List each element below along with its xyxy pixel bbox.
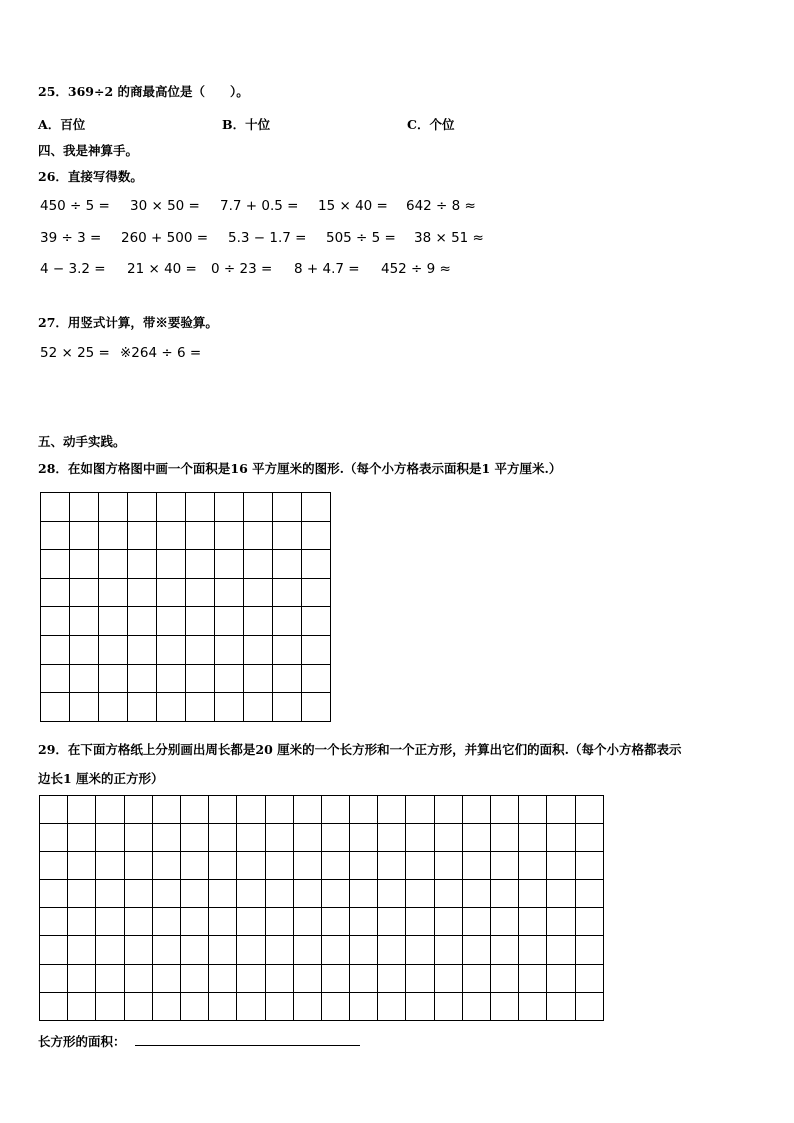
q27-problem: 52 × 25 = (40, 345, 110, 361)
grid-cell[interactable] (434, 796, 462, 824)
grid-cell[interactable] (350, 936, 378, 964)
grid-cell[interactable] (519, 908, 547, 936)
grid-cell[interactable] (273, 550, 302, 579)
q26-item: 505 ÷ 5 = (326, 230, 396, 246)
grid-cell[interactable] (215, 521, 244, 550)
grid-cell[interactable] (519, 936, 547, 964)
grid-cell[interactable] (547, 964, 575, 992)
grid-cell[interactable] (40, 964, 68, 992)
section-5-title: 五、动手实践。 (38, 434, 126, 449)
grid-cell[interactable] (406, 936, 434, 964)
grid-cell[interactable] (157, 550, 186, 579)
grid-cell[interactable] (40, 880, 68, 908)
grid-cell[interactable] (575, 964, 603, 992)
q26-item: 642 ÷ 8 ≈ (406, 198, 476, 214)
grid-cell[interactable] (462, 936, 490, 964)
grid-cell[interactable] (180, 992, 208, 1020)
q26-item: 0 ÷ 23 = (211, 261, 273, 277)
q29-title-line2: 边长1 厘米的正方形） (38, 771, 164, 786)
grid-cell[interactable] (209, 796, 237, 824)
grid-cell[interactable] (180, 964, 208, 992)
grid-cell[interactable] (237, 992, 265, 1020)
grid-cell[interactable] (406, 880, 434, 908)
grid-cell[interactable] (186, 635, 215, 664)
q26-item: 15 × 40 = (318, 198, 388, 214)
grid-cell[interactable] (152, 964, 180, 992)
grid-cell[interactable] (215, 693, 244, 722)
grid-cell[interactable] (124, 852, 152, 880)
grid-cell[interactable] (209, 880, 237, 908)
grid-cell[interactable] (519, 824, 547, 852)
grid-cell[interactable] (547, 852, 575, 880)
grid-cell[interactable] (186, 521, 215, 550)
grid-cell[interactable] (302, 664, 331, 693)
grid-cell[interactable] (96, 880, 124, 908)
grid-cell[interactable] (519, 992, 547, 1020)
grid-row (41, 664, 331, 693)
grid-cell[interactable] (124, 796, 152, 824)
grid-cell[interactable] (157, 664, 186, 693)
grid-cell[interactable] (575, 936, 603, 964)
grid-cell[interactable] (215, 635, 244, 664)
grid-cell[interactable] (293, 880, 321, 908)
grid-cell[interactable] (406, 992, 434, 1020)
grid-cell[interactable] (302, 578, 331, 607)
grid-cell[interactable] (209, 852, 237, 880)
q25-title: 25．369÷2 的商最高位是（ ）。 (38, 84, 249, 99)
grid-cell[interactable] (547, 880, 575, 908)
grid-cell[interactable] (152, 936, 180, 964)
grid-cell[interactable] (70, 607, 99, 636)
grid-cell[interactable] (406, 964, 434, 992)
q26-item: 450 ÷ 5 = (40, 198, 110, 214)
grid-cell[interactable] (462, 824, 490, 852)
grid-cell[interactable] (124, 936, 152, 964)
grid-cell[interactable] (244, 607, 273, 636)
grid-cell[interactable] (547, 908, 575, 936)
grid-cell[interactable] (152, 796, 180, 824)
grid-cell[interactable] (265, 992, 293, 1020)
grid-cell[interactable] (99, 550, 128, 579)
grid-cell[interactable] (547, 824, 575, 852)
grid-cell[interactable] (293, 824, 321, 852)
grid-cell[interactable] (273, 521, 302, 550)
grid-cell[interactable] (68, 936, 96, 964)
q28-square-grid[interactable] (40, 492, 331, 722)
grid-row (40, 852, 604, 880)
grid-row (41, 550, 331, 579)
grid-cell[interactable] (70, 550, 99, 579)
grid-cell[interactable] (302, 493, 331, 522)
grid-cell[interactable] (434, 936, 462, 964)
q25-option-a: A．百位 (38, 117, 86, 132)
grid-cell[interactable] (265, 796, 293, 824)
grid-cell[interactable] (41, 693, 70, 722)
grid-cell[interactable] (265, 824, 293, 852)
grid-cell[interactable] (41, 578, 70, 607)
grid-row (40, 880, 604, 908)
grid-cell[interactable] (157, 521, 186, 550)
grid-cell[interactable] (180, 796, 208, 824)
grid-cell[interactable] (378, 908, 406, 936)
grid-cell[interactable] (244, 635, 273, 664)
grid-cell[interactable] (302, 550, 331, 579)
grid-cell[interactable] (575, 880, 603, 908)
q29-title-line1: 29．在下面方格纸上分别画出周长都是20 厘米的一个长方形和一个正方形，并算出它们的面积.（每个小方格都表示 (38, 742, 682, 757)
grid-cell[interactable] (68, 964, 96, 992)
grid-cell[interactable] (99, 664, 128, 693)
grid-cell[interactable] (96, 936, 124, 964)
grid-cell[interactable] (273, 635, 302, 664)
q27-title: 27．用竖式计算，带※要验算。 (38, 315, 218, 330)
grid-cell[interactable] (321, 880, 349, 908)
grid-cell[interactable] (124, 880, 152, 908)
grid-cell[interactable] (68, 796, 96, 824)
grid-cell[interactable] (434, 992, 462, 1020)
grid-cell[interactable] (462, 880, 490, 908)
grid-cell[interactable] (186, 550, 215, 579)
grid-row (40, 936, 604, 964)
grid-cell[interactable] (186, 607, 215, 636)
grid-cell[interactable] (519, 880, 547, 908)
q26-title: 26．直接写得数。 (38, 169, 143, 184)
grid-row (41, 521, 331, 550)
grid-cell[interactable] (350, 964, 378, 992)
grid-cell[interactable] (575, 908, 603, 936)
grid-cell[interactable] (152, 908, 180, 936)
grid-cell[interactable] (244, 693, 273, 722)
grid-cell[interactable] (99, 521, 128, 550)
section-4-title: 四、我是神算手。 (38, 143, 139, 158)
grid-cell[interactable] (519, 796, 547, 824)
grid-cell[interactable] (215, 493, 244, 522)
grid-cell[interactable] (491, 796, 519, 824)
grid-cell[interactable] (99, 607, 128, 636)
grid-cell[interactable] (68, 992, 96, 1020)
grid-row (41, 635, 331, 664)
grid-cell[interactable] (378, 936, 406, 964)
rectangle-area-label: 长方形的面积： (38, 1034, 126, 1049)
grid-cell[interactable] (237, 880, 265, 908)
grid-cell[interactable] (547, 936, 575, 964)
grid-cell[interactable] (152, 992, 180, 1020)
grid-cell[interactable] (96, 796, 124, 824)
grid-cell[interactable] (128, 578, 157, 607)
grid-cell[interactable] (40, 908, 68, 936)
grid-cell[interactable] (68, 908, 96, 936)
grid-cell[interactable] (491, 908, 519, 936)
grid-cell[interactable] (350, 796, 378, 824)
grid-cell[interactable] (99, 693, 128, 722)
grid-cell[interactable] (491, 992, 519, 1020)
grid-cell[interactable] (378, 992, 406, 1020)
grid-cell[interactable] (128, 693, 157, 722)
q26-item: 5.3 − 1.7 = (228, 230, 307, 246)
grid-cell[interactable] (575, 992, 603, 1020)
q26-item: 7.7 + 0.5 = (220, 198, 299, 214)
grid-cell[interactable] (265, 880, 293, 908)
grid-cell[interactable] (462, 796, 490, 824)
grid-cell[interactable] (124, 908, 152, 936)
grid-cell[interactable] (124, 964, 152, 992)
grid-cell[interactable] (406, 824, 434, 852)
grid-cell[interactable] (293, 936, 321, 964)
grid-cell[interactable] (186, 493, 215, 522)
grid-cell[interactable] (40, 936, 68, 964)
q26-item: 8 + 4.7 = (294, 261, 360, 277)
grid-cell[interactable] (302, 693, 331, 722)
grid-cell[interactable] (350, 880, 378, 908)
grid-cell[interactable] (237, 964, 265, 992)
grid-cell[interactable] (128, 550, 157, 579)
q25-option-c: C．个位 (407, 117, 455, 132)
grid-cell[interactable] (124, 824, 152, 852)
grid-cell[interactable] (70, 493, 99, 522)
grid-cell[interactable] (434, 964, 462, 992)
grid-cell[interactable] (273, 664, 302, 693)
grid-cell[interactable] (462, 964, 490, 992)
grid-cell[interactable] (186, 664, 215, 693)
grid-cell[interactable] (321, 908, 349, 936)
grid-cell[interactable] (244, 578, 273, 607)
grid-cell[interactable] (157, 607, 186, 636)
grid-cell[interactable] (41, 550, 70, 579)
grid-cell[interactable] (70, 578, 99, 607)
grid-cell[interactable] (96, 992, 124, 1020)
grid-cell[interactable] (350, 852, 378, 880)
grid-cell[interactable] (96, 964, 124, 992)
grid-row (40, 964, 604, 992)
grid-row (40, 796, 604, 824)
grid-row (41, 693, 331, 722)
grid-cell[interactable] (302, 521, 331, 550)
grid-cell[interactable] (273, 607, 302, 636)
q26-item: 452 ÷ 9 ≈ (381, 261, 451, 277)
grid-cell[interactable] (293, 992, 321, 1020)
grid-cell[interactable] (406, 852, 434, 880)
grid-cell[interactable] (99, 578, 128, 607)
grid-cell[interactable] (378, 796, 406, 824)
grid-cell[interactable] (157, 693, 186, 722)
grid-cell[interactable] (209, 824, 237, 852)
grid-cell[interactable] (186, 693, 215, 722)
grid-row (41, 578, 331, 607)
grid-cell[interactable] (321, 824, 349, 852)
grid-row (41, 493, 331, 522)
grid-cell[interactable] (575, 852, 603, 880)
grid-cell[interactable] (293, 852, 321, 880)
grid-cell[interactable] (273, 493, 302, 522)
grid-cell[interactable] (434, 852, 462, 880)
rectangle-area-answer-line[interactable] (135, 1045, 360, 1046)
grid-cell[interactable] (491, 852, 519, 880)
grid-cell[interactable] (180, 908, 208, 936)
grid-cell[interactable] (41, 664, 70, 693)
grid-cell[interactable] (462, 992, 490, 1020)
grid-cell[interactable] (157, 493, 186, 522)
grid-cell[interactable] (265, 852, 293, 880)
q26-item: 4 − 3.2 = (40, 261, 106, 277)
grid-cell[interactable] (209, 992, 237, 1020)
grid-cell[interactable] (152, 852, 180, 880)
grid-cell[interactable] (350, 992, 378, 1020)
grid-cell[interactable] (244, 664, 273, 693)
grid-cell[interactable] (237, 908, 265, 936)
grid-cell[interactable] (215, 578, 244, 607)
grid-cell[interactable] (321, 964, 349, 992)
grid-cell[interactable] (378, 880, 406, 908)
grid-cell[interactable] (575, 824, 603, 852)
grid-cell[interactable] (96, 908, 124, 936)
grid-cell[interactable] (128, 635, 157, 664)
grid-cell[interactable] (157, 578, 186, 607)
grid-cell[interactable] (96, 852, 124, 880)
grid-cell[interactable] (519, 852, 547, 880)
grid-cell[interactable] (491, 880, 519, 908)
q28-title: 28．在如图方格图中画一个面积是16 平方厘米的图形.（每个小方格表示面积是1 平方厘米.） (38, 461, 562, 476)
q29-square-grid[interactable] (39, 795, 604, 1021)
grid-cell[interactable] (302, 607, 331, 636)
grid-cell[interactable] (575, 796, 603, 824)
grid-cell[interactable] (547, 796, 575, 824)
grid-cell[interactable] (70, 664, 99, 693)
grid-cell[interactable] (265, 964, 293, 992)
grid-cell[interactable] (70, 521, 99, 550)
grid-cell[interactable] (519, 964, 547, 992)
grid-cell[interactable] (237, 936, 265, 964)
grid-cell[interactable] (99, 493, 128, 522)
grid-cell[interactable] (40, 796, 68, 824)
grid-cell[interactable] (215, 607, 244, 636)
grid-cell[interactable] (547, 992, 575, 1020)
grid-cell[interactable] (491, 936, 519, 964)
grid-cell[interactable] (378, 824, 406, 852)
grid-cell[interactable] (434, 908, 462, 936)
grid-cell[interactable] (434, 824, 462, 852)
grid-cell[interactable] (180, 880, 208, 908)
grid-cell[interactable] (215, 550, 244, 579)
grid-cell[interactable] (215, 664, 244, 693)
grid-cell[interactable] (302, 635, 331, 664)
grid-cell[interactable] (273, 578, 302, 607)
grid-cell[interactable] (41, 635, 70, 664)
grid-cell[interactable] (244, 550, 273, 579)
grid-cell[interactable] (124, 992, 152, 1020)
grid-cell[interactable] (293, 908, 321, 936)
grid-row (40, 908, 604, 936)
grid-cell[interactable] (209, 936, 237, 964)
grid-row (40, 824, 604, 852)
grid-cell[interactable] (237, 824, 265, 852)
grid-cell[interactable] (237, 852, 265, 880)
grid-cell[interactable] (462, 908, 490, 936)
grid-cell[interactable] (41, 607, 70, 636)
grid-cell[interactable] (40, 852, 68, 880)
grid-cell[interactable] (68, 852, 96, 880)
grid-cell[interactable] (321, 852, 349, 880)
q26-item: 260 + 500 = (121, 230, 209, 246)
grid-cell[interactable] (180, 936, 208, 964)
grid-cell[interactable] (152, 880, 180, 908)
grid-cell[interactable] (350, 908, 378, 936)
grid-cell[interactable] (99, 635, 128, 664)
grid-cell[interactable] (321, 992, 349, 1020)
grid-cell[interactable] (244, 493, 273, 522)
grid-cell[interactable] (157, 635, 186, 664)
grid-cell[interactable] (462, 852, 490, 880)
grid-cell[interactable] (491, 824, 519, 852)
grid-cell[interactable] (41, 521, 70, 550)
grid-cell[interactable] (273, 693, 302, 722)
grid-row (40, 992, 604, 1020)
grid-cell[interactable] (180, 852, 208, 880)
grid-cell[interactable] (406, 796, 434, 824)
grid-cell[interactable] (96, 824, 124, 852)
grid-cell[interactable] (293, 964, 321, 992)
grid-cell[interactable] (265, 908, 293, 936)
grid-cell[interactable] (186, 578, 215, 607)
grid-cell[interactable] (152, 824, 180, 852)
grid-cell[interactable] (68, 824, 96, 852)
grid-cell[interactable] (128, 607, 157, 636)
grid-cell[interactable] (40, 992, 68, 1020)
grid-cell[interactable] (209, 908, 237, 936)
q26-item: 38 × 51 ≈ (414, 230, 484, 246)
q26-item: 39 ÷ 3 = (40, 230, 102, 246)
grid-cell[interactable] (41, 493, 70, 522)
grid-cell[interactable] (68, 880, 96, 908)
grid-cell[interactable] (70, 693, 99, 722)
grid-cell[interactable] (406, 908, 434, 936)
q26-item: 21 × 40 = (127, 261, 197, 277)
grid-cell[interactable] (350, 824, 378, 852)
grid-cell[interactable] (321, 796, 349, 824)
grid-cell[interactable] (128, 493, 157, 522)
grid-cell[interactable] (128, 521, 157, 550)
q26-item: 30 × 50 = (130, 198, 200, 214)
grid-cell[interactable] (265, 936, 293, 964)
q25-option-b: B．十位 (222, 117, 271, 132)
grid-cell[interactable] (321, 936, 349, 964)
grid-cell[interactable] (180, 824, 208, 852)
grid-cell[interactable] (378, 964, 406, 992)
grid-cell[interactable] (40, 824, 68, 852)
grid-cell[interactable] (244, 521, 273, 550)
grid-cell[interactable] (128, 664, 157, 693)
grid-cell[interactable] (237, 796, 265, 824)
grid-cell[interactable] (434, 880, 462, 908)
grid-cell[interactable] (378, 852, 406, 880)
grid-cell[interactable] (491, 964, 519, 992)
q27-problem: ※264 ÷ 6 = (120, 345, 202, 361)
grid-row (41, 607, 331, 636)
grid-cell[interactable] (293, 796, 321, 824)
grid-cell[interactable] (209, 964, 237, 992)
grid-cell[interactable] (70, 635, 99, 664)
